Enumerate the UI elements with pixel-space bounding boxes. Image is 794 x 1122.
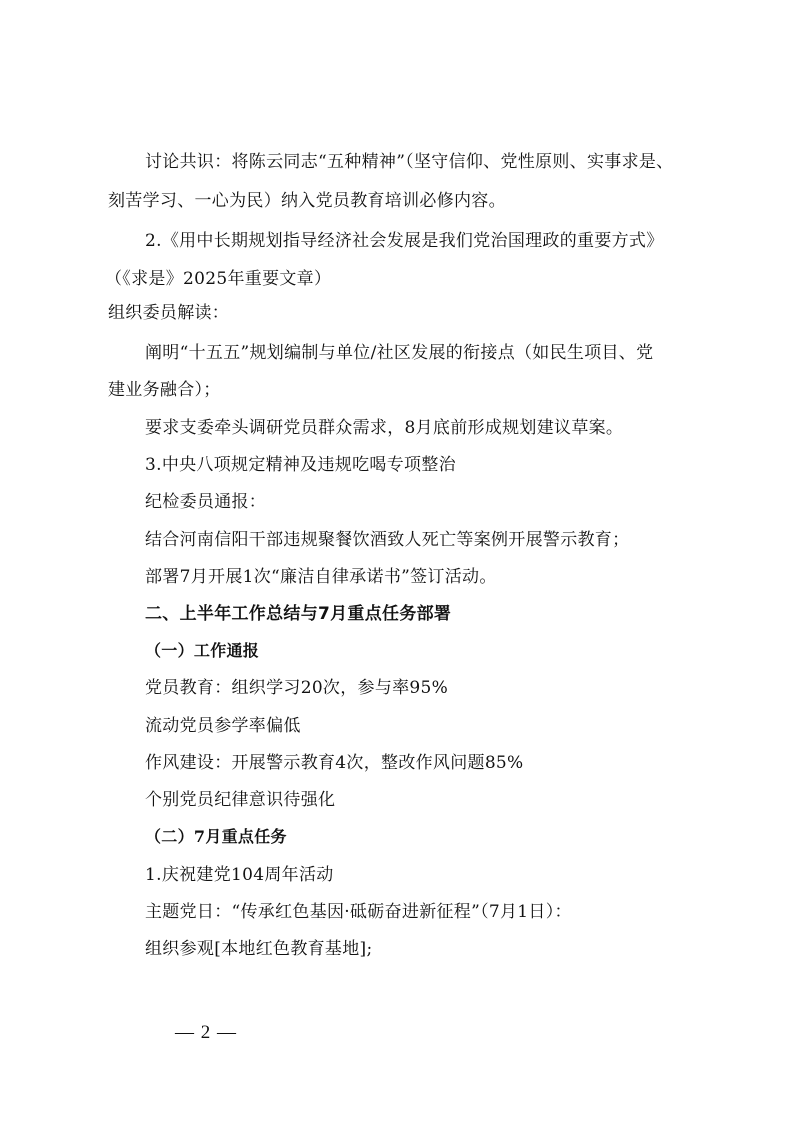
text-line-plan-explain: 阐明“十五五”规划编制与单位/社区发展的衔接点（如民生项目、党 xyxy=(145,343,654,363)
section-heading-2: 二、上半年工作总结与7月重点任务部署 xyxy=(145,604,452,624)
subsection-heading-2: （二）7月重点任务 xyxy=(145,827,287,846)
text-line-item-3-title: 3.中央八项规定精神及违规吃喝专项整治 xyxy=(145,455,456,475)
text-line-plan-explain-cont: 建业务融合）； xyxy=(108,380,221,400)
page-number: — 2 — xyxy=(175,1022,237,1043)
text-line-theme-party-day: 主题党日：“传承红色基因·砥砺奋进新征程”（7月1日）： xyxy=(145,902,572,922)
subsection-heading-1: （一）工作通报 xyxy=(145,641,260,660)
text-line-warning-education: 结合河南信阳干部违规聚餐饮酒致人死亡等案例开展警示教育； xyxy=(145,530,630,550)
text-line-style-building: 作风建设：开展警示教育4次，整改作风问题85% xyxy=(145,753,524,773)
text-line-discipline-report: 纪检委员通报： xyxy=(145,492,267,512)
text-line-research-requirement: 要求支委牵头调研党员群众需求，8月底前形成规划建议草案。 xyxy=(145,418,624,438)
text-line-mobile-members: 流动党员参学率偏低 xyxy=(145,716,301,736)
text-line-visit-base: 组织参观[本地红色教育基地]; xyxy=(145,939,373,959)
text-line-pledge-activity: 部署7月开展1次“廉洁自律承诺书”签订活动。 xyxy=(145,567,497,587)
text-line-discipline-awareness: 个别党员纪律意识待强化 xyxy=(145,790,336,810)
text-line-consensus: 讨论共识：将陈云同志“五种精神”（坚守信仰、党性原则、实事求是、 xyxy=(145,152,674,172)
text-line-consensus-cont: 刻苦学习、一心为民）纳入党员教育培训必修内容。 xyxy=(108,191,506,211)
text-line-item-2-title: 2.《用中长期规划指导经济社会发展是我们党治国理政的重要方式》 xyxy=(145,231,664,251)
text-line-anniversary-activity: 1.庆祝建党104周年活动 xyxy=(145,865,334,885)
text-line-org-commissioner: 组织委员解读： xyxy=(108,303,230,323)
text-line-item-2-source: （《求是》2025年重要文章） xyxy=(105,269,332,289)
text-line-member-education: 党员教育：组织学习20次，参与率95% xyxy=(145,678,449,698)
